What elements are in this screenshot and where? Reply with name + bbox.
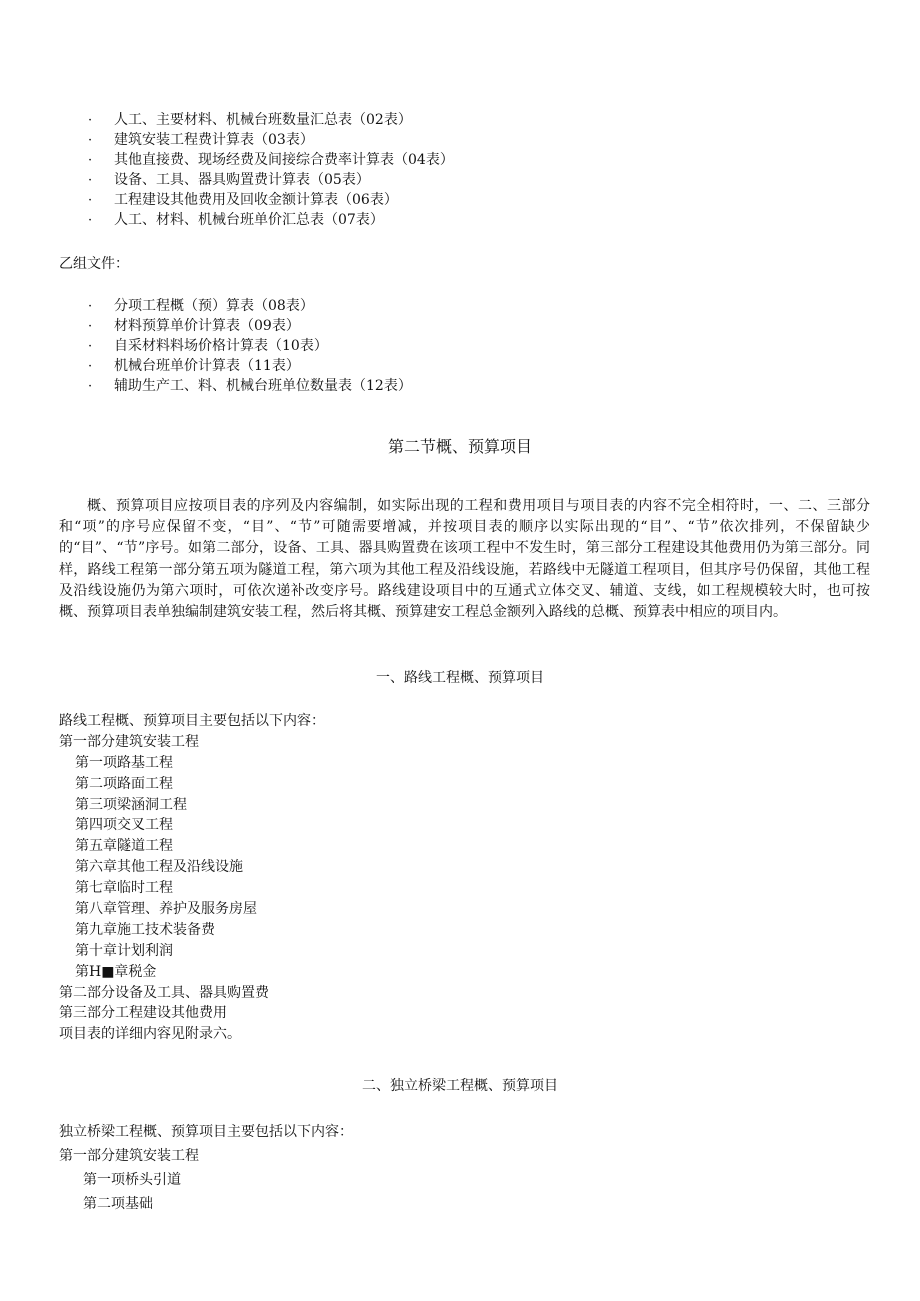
file-list-group-b xyxy=(88,296,412,396)
list-item: · 人工、材料、机械台班单价汇总表（07表） xyxy=(88,210,454,230)
part-two-heading: 第二部分设备及工具、器具购置费 xyxy=(59,984,269,1001)
bullet-icon: · xyxy=(88,319,93,334)
list-item: · 自采材料料场价格计算表（10表） xyxy=(88,336,412,356)
group-b-label: 乙组文件： xyxy=(59,256,129,272)
list-item: 第二项基础 xyxy=(83,1196,153,1212)
bullet-icon: · xyxy=(88,113,93,128)
list-item: 第三项梁涵洞工程 xyxy=(75,796,187,813)
bullet-icon: · xyxy=(88,359,93,374)
intro-text: 独立桥梁工程概、预算项目主要包括以下内容： xyxy=(59,1124,353,1140)
appendix-note: 项目表的详细内容见附录六。 xyxy=(59,1026,241,1043)
list-item: 第二项路面工程 xyxy=(75,775,173,792)
file-list-group-a xyxy=(88,110,454,230)
list-item: 第四项交叉工程 xyxy=(75,817,173,834)
list-item: 第七章临时工程 xyxy=(75,880,173,897)
list-item: · 建筑安装工程费计算表（03表） xyxy=(88,130,454,150)
section-title: 第二节概、预算项目 xyxy=(387,437,532,456)
route-project-list xyxy=(59,711,325,1045)
bridge-project-list xyxy=(59,1120,353,1216)
list-item: 第六章其他工程及沿线设施 xyxy=(75,859,243,876)
list-item: · 分项工程概（预）算表（08表） xyxy=(88,296,412,316)
bullet-icon: · xyxy=(88,379,93,394)
section-paragraph: 概、预算项目应按项目表的序列及内容编制，如实际出现的工程和费用项目与项目表的内容不完全相符时，一、二、三部分和“项”的序号应保留不变，“目”、“节”可随需要增减，并按项目表的顺序以实际出现的“目”、“节”依次排列，不保留缺少的“目”、“节”序号。如第二部分，设备、工具、器具购置费在该项工程中不发生时，第三部分工程建设其他费用仍为第三部分。同样，路线工程第一部分第五项为隧道工程，第六项为其他工程及沿线设施，若路线中无隧道工程项目，但其序号仍保留，其他工程及沿线设施仍为第六项时，可依次递补改变序号。路线建设项目中的互通式立体交叉、辅道、支线，如工程规模较大时，也可按概、预算项目表单独编制建筑安装工程，然后将其概、预算建安工程总金额列入路线的总概、预算表中相应的项目内。 xyxy=(59,498,870,621)
list-item: 第一项路基工程 xyxy=(75,754,173,771)
list-item: · 材料预算单价计算表（09表） xyxy=(88,316,412,336)
bullet-icon: · xyxy=(88,213,93,228)
list-item: · 设备、工具、器具购置费计算表（05表） xyxy=(88,170,454,190)
bullet-icon: · xyxy=(88,299,93,314)
list-item: · 辅助生产工、料、机械台班单位数量表（12表） xyxy=(88,376,412,396)
list-item: 第H■章税金 xyxy=(75,963,157,980)
list-item: · 其他直接费、现场经费及间接综合费率计算表（04表） xyxy=(88,150,454,170)
part-three-heading: 第三部分工程建设其他费用 xyxy=(59,1005,227,1022)
intro-text: 路线工程概、预算项目主要包括以下内容： xyxy=(59,713,325,729)
list-item: 第八章管理、养护及服务房屋 xyxy=(75,901,257,918)
subsection-title-bridge: 二、独立桥梁工程概、预算项目 xyxy=(362,1078,558,1094)
list-item: 第十章计划利润 xyxy=(75,942,173,959)
list-item: 第九章施工技术装备费 xyxy=(75,921,215,938)
subsection-title-route: 一、路线工程概、预算项目 xyxy=(376,670,544,686)
bullet-icon: · xyxy=(88,153,93,168)
list-item: 第一项桥头引道 xyxy=(83,1172,181,1188)
bullet-icon: · xyxy=(88,133,93,148)
list-item: · 机械台班单价计算表（11表） xyxy=(88,356,412,376)
part-one-heading: 第一部分建筑安装工程 xyxy=(59,733,199,750)
list-item: 第五章隧道工程 xyxy=(75,838,173,855)
part-one-heading: 第一部分建筑安装工程 xyxy=(59,1148,199,1164)
bullet-icon: · xyxy=(88,339,93,354)
bullet-icon: · xyxy=(88,193,93,208)
bullet-icon: · xyxy=(88,173,93,188)
list-item: · 工程建设其他费用及回收金额计算表（06表） xyxy=(88,190,454,210)
list-item: · 人工、主要材料、机械台班数量汇总表（02表） xyxy=(88,110,454,130)
